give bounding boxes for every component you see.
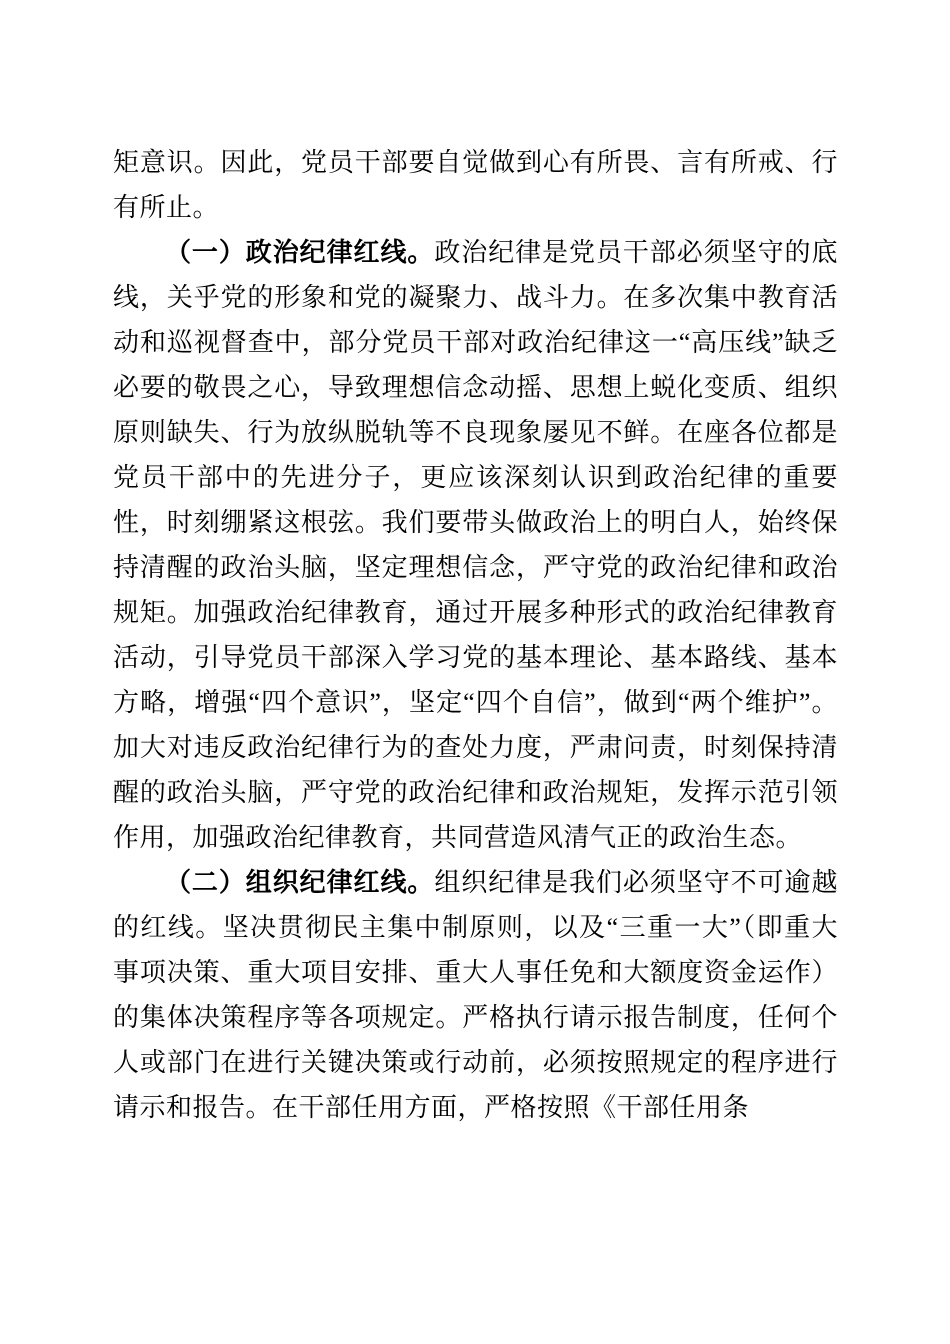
section-2-heading: （二）组织纪律红线。: [165, 868, 435, 897]
document-body: [113, 140, 838, 1130]
paragraph-text: 矩意识。因此，党员干部要自觉做到心有所畏、言有所戒、行有所止。: [113, 148, 838, 222]
section-1-body-text: 政治纪律是党员干部必须坚守的底线，关乎党的形象和党的凝聚力、战斗力。在多次集中教育活动和巡视督查中，部分党员干部对政治纪律这一“高压线”缺乏必要的敬畏之心，导致理想信念动摇、思想上蜕化变质、组织原则缺失、行为放纵脱轨等不良现象屡见不鲜。在座各位都是党员干部中的先进分子，更应该深刻认识到政治纪律的重要性，时刻绷紧这根弦。我们要带头做政治上的明白人，始终保持清醒的政治头脑，坚定理想信念，严守党的政治纪律和政治规矩。加强政治纪律教育，通过开展多种形式的政治纪律教育活动，引导党员干部深入学习党的基本理论、基本路线、基本方略，增强“四个意识”，坚定“四个自信”，做到“两个维护”。加大对违反政治纪律行为的查处力度，严肃问责，时刻保持清醒的政治头脑，严守党的政治纪律和政治规矩，发挥示范引领作用，加强政治纪律教育，共同营造风清气正的政治生态。: [113, 238, 838, 852]
paragraph-continuation: [113, 140, 838, 230]
section-2-body-text: 组织纪律是我们必须坚守不可逾越的红线。坚决贯彻民主集中制原则，以及“三重一大”（即重大事项决策、重大项目安排、重大人事任免和大额度资金运作）的集体决策程序等各项规定。严格执行请示报告制度，任何个人或部门在进行关键决策或行动前，必须按照规定的程序进行请示和报告。在干部任用方面，严格按照《干部任用条: [113, 868, 838, 1122]
paragraph-organizational-discipline: [113, 860, 838, 1130]
paragraph-political-discipline: [113, 230, 838, 860]
section-1-heading: （一）政治纪律红线。: [165, 238, 435, 267]
